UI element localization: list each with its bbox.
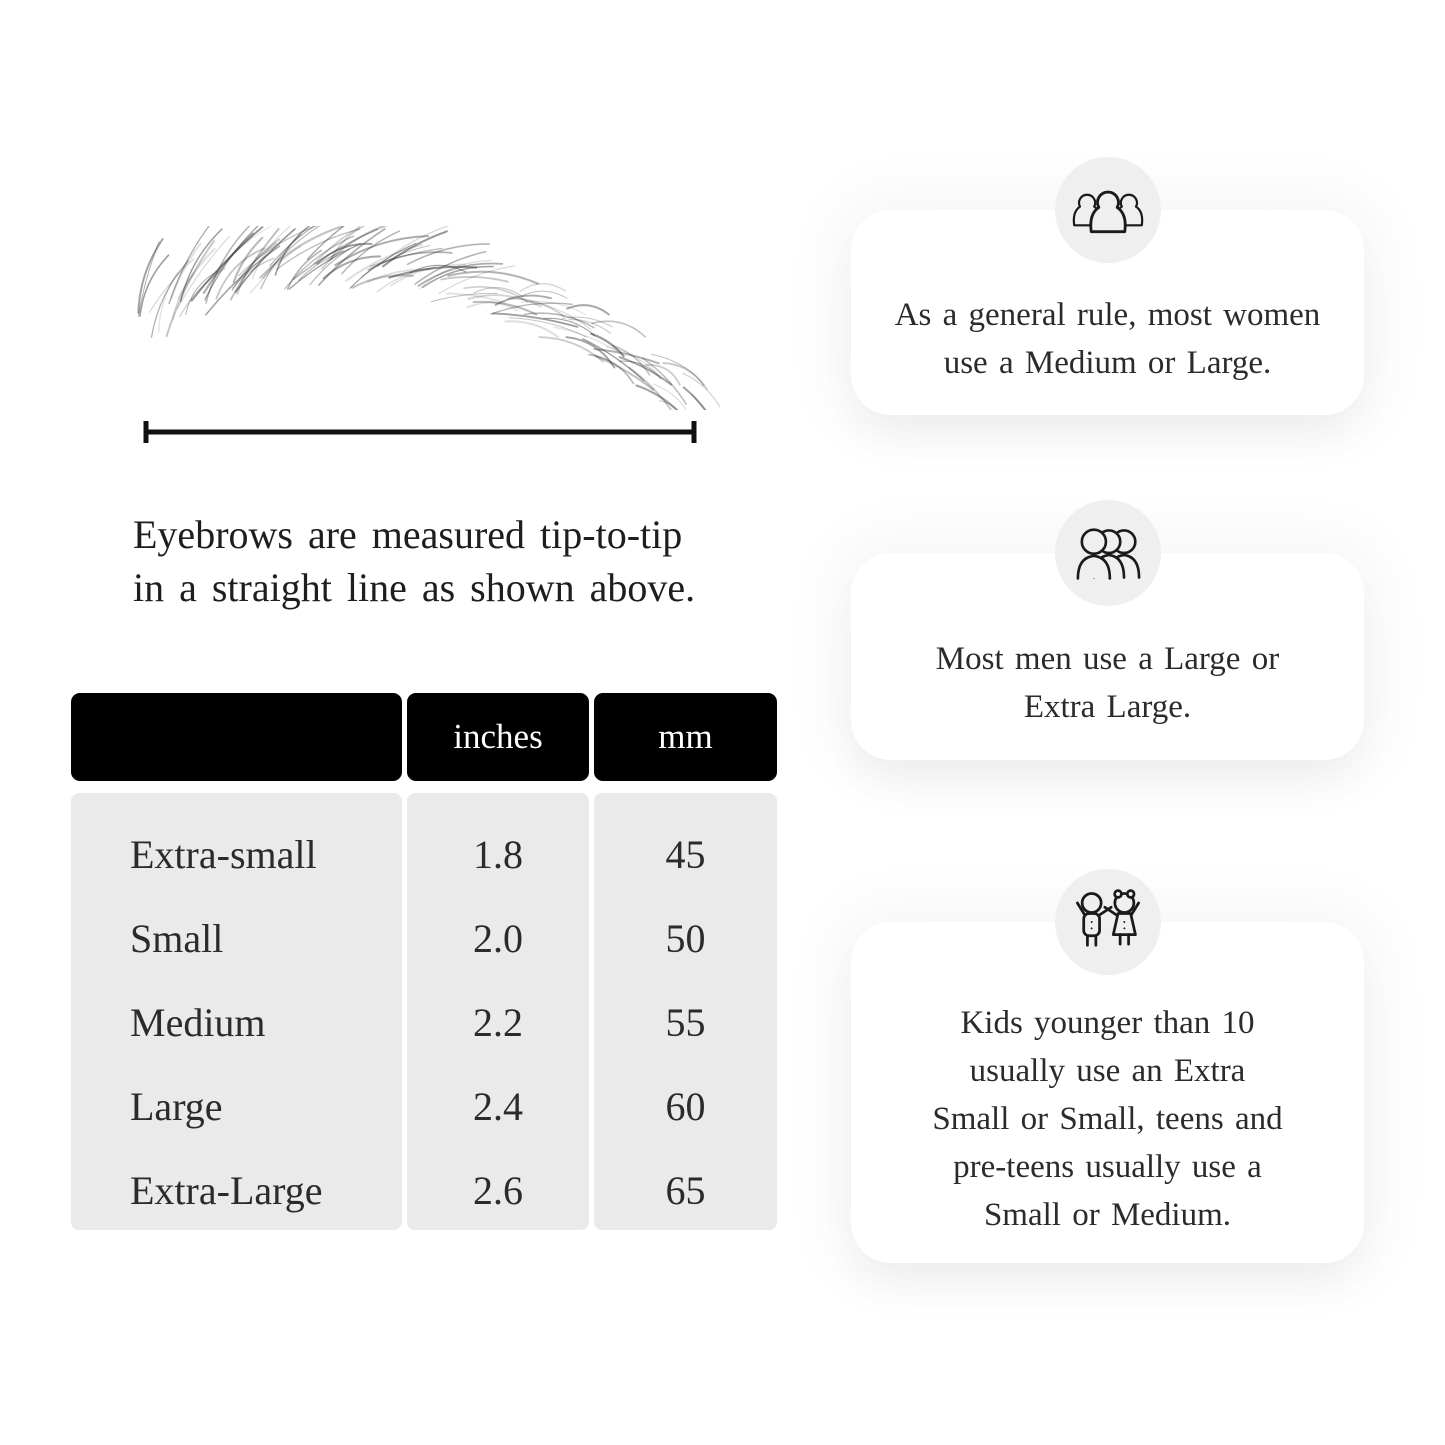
mm-value: 50	[665, 915, 706, 961]
inches-value: 2.6	[473, 1167, 523, 1213]
header-cell-mm: mm	[594, 693, 777, 781]
measurement-caption	[133, 508, 773, 614]
size-label: Extra-small	[130, 831, 317, 877]
card-text-line: use a Medium or Large.	[943, 344, 1272, 381]
inches-column	[407, 793, 589, 1230]
measurement-line	[142, 419, 698, 445]
icon-circle	[1055, 500, 1161, 606]
inches-value: 2.2	[473, 999, 523, 1045]
size-table-body	[71, 793, 777, 1230]
inches-value: 2.0	[473, 915, 523, 961]
card-text-line: Extra Large.	[1023, 688, 1192, 725]
caption-line: Eyebrows are measured tip-to-tip	[133, 512, 683, 557]
men-group-icon	[1070, 521, 1146, 585]
icon-circle	[1055, 869, 1161, 975]
women-group-icon	[1071, 179, 1145, 241]
mm-value: 45	[665, 831, 706, 877]
mm-value: 55	[665, 999, 706, 1045]
kids-icon	[1070, 888, 1146, 956]
card-text-line: As a general rule, most women	[894, 296, 1321, 333]
card-text-line: usually use an Extra	[969, 1052, 1246, 1089]
size-label: Large	[130, 1083, 223, 1129]
card-text-line: Kids younger than 10	[960, 1004, 1255, 1041]
size-name-column	[71, 793, 402, 1230]
caption-line: in a straight line as shown above.	[133, 565, 696, 610]
card-text-line: pre-teens usually use a	[953, 1148, 1262, 1185]
mm-value: 60	[665, 1083, 706, 1129]
size-label: Medium	[130, 999, 266, 1045]
mm-value: 65	[665, 1167, 706, 1213]
header-cell-blank	[71, 693, 402, 781]
card-men	[851, 553, 1364, 760]
inches-value: 2.4	[473, 1083, 523, 1129]
header-cell-inches: inches	[407, 693, 589, 781]
icon-circle	[1055, 157, 1161, 263]
eyebrow-illustration	[100, 226, 720, 410]
card-text-line: Small or Medium.	[983, 1196, 1232, 1233]
card-women	[851, 210, 1364, 415]
size-table-header	[71, 693, 777, 781]
card-text-line: Small or Small, teens and	[932, 1100, 1283, 1137]
size-label: Small	[130, 915, 224, 961]
card-text-line: Most men use a Large or	[935, 640, 1280, 677]
inches-value: 1.8	[473, 831, 523, 877]
card-kids	[851, 922, 1364, 1263]
size-label: Extra-Large	[130, 1167, 323, 1213]
mm-column	[594, 793, 777, 1230]
